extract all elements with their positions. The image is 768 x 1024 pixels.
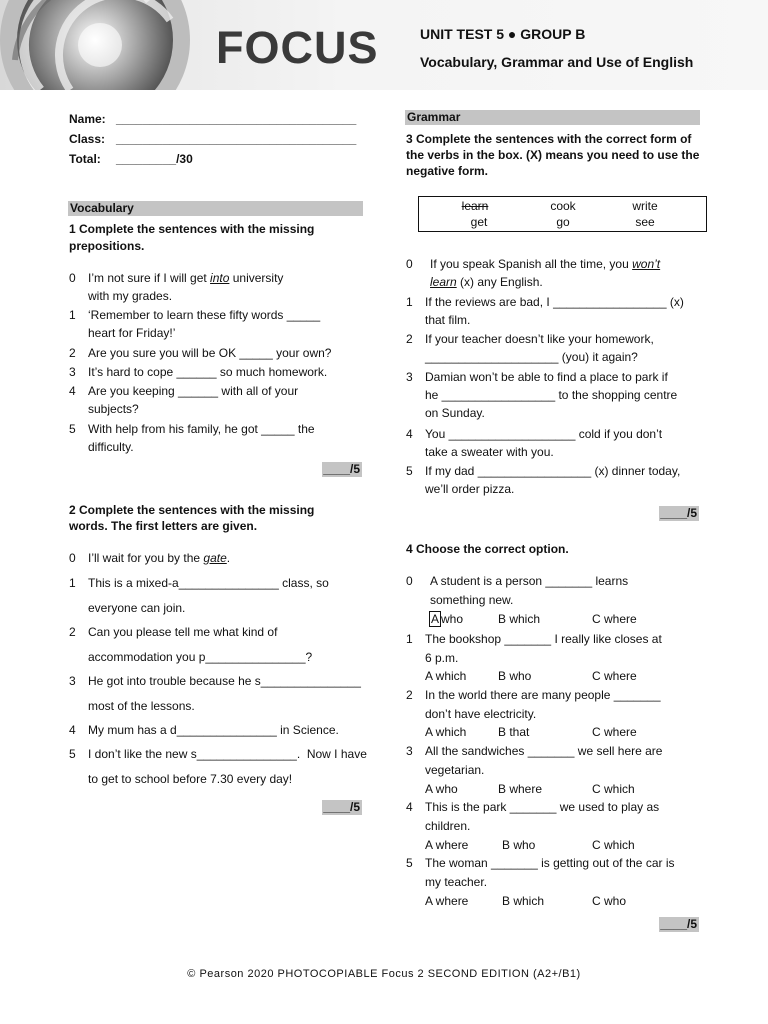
list-item[interactable]: 3 It’s hard to cope ______ so much homework. (69, 365, 328, 379)
option-c[interactable]: C where (592, 612, 637, 626)
list-item[interactable]: 4 Are you keeping ______ with all of your subjects? (69, 384, 299, 416)
class-field[interactable]: ____________________________________ (116, 132, 357, 146)
list-item[interactable]: 2 Can you please tell me what kind of accommodation you p_______________? (69, 625, 313, 664)
page-header (0, 0, 768, 90)
selected-option: A (431, 612, 440, 626)
list-item: 0 If you speak Spanish all the time, you won’t learn (x) any English. (406, 257, 661, 289)
option-a[interactable]: A who (425, 782, 458, 796)
list-item[interactable]: 4 My mum has a d_______________ in Science. (69, 723, 339, 737)
ex1-instruction: prepositions. (69, 239, 145, 253)
verb-box (418, 196, 707, 232)
option-b[interactable]: B which (498, 612, 541, 626)
test-subtitle: Vocabulary, Grammar and Use of English (420, 54, 694, 70)
verb-get: get (470, 215, 488, 229)
ex2-instruction: 2 Complete the sentences with the missing (69, 503, 315, 517)
list-item[interactable]: 4 You ___________________ cold if you don’t take a sweater with you. (406, 427, 663, 459)
verb-see: see (635, 215, 655, 229)
class-label: Class: (69, 132, 106, 146)
option-c[interactable]: C where (592, 725, 637, 739)
list-item[interactable]: 3 Damian won’t be able to find a place to park if he _________________ to the shopping centre on Sunday. (406, 370, 678, 420)
ex1-score[interactable]: ____/5 (323, 462, 360, 476)
option-c[interactable]: C who (592, 894, 627, 908)
list-item: 4 This is the park _______ we used to play as children. A where B who C which (406, 800, 660, 852)
list-item[interactable]: 2 If your teacher doesn’t like your homework, ____________________ (you) it again? (406, 332, 654, 364)
option-b[interactable]: B that (498, 725, 530, 739)
list-item: 0 I’ll wait for you by the gate. (69, 551, 231, 565)
option-b[interactable]: B who (502, 838, 536, 852)
ex2-instruction: words. The first letters are given. (69, 519, 258, 533)
name-label: Name: (69, 112, 106, 126)
ex3-instruction: 3 Complete the sentences with the correct form of (406, 132, 692, 146)
total-field[interactable]: _________/30 (116, 152, 193, 166)
option-c[interactable]: C where (592, 669, 637, 683)
ex3-instruction: the verbs in the box. (X) means you need to use the (406, 148, 700, 162)
list-item[interactable]: 5 I don’t like the new s_______________. Now I have to get to school before 7.30 every day! (69, 747, 367, 786)
list-item[interactable]: 3 He got into trouble because he s_______________ most of the lessons. (69, 674, 361, 713)
ex2-score[interactable]: ____/5 (323, 800, 360, 814)
option-a[interactable]: A which (425, 669, 467, 683)
option-c[interactable]: C which (592, 782, 635, 796)
verb-go: go (556, 215, 570, 229)
list-item: 3 All the sandwiches _______ we sell here are vegetarian. A who B where C which (406, 744, 663, 796)
list-item[interactable]: 5 If my dad _________________ (x) dinner today, we’ll order pizza. (406, 464, 681, 496)
option-a[interactable]: A where (425, 894, 469, 908)
option-a[interactable]: A which (425, 725, 467, 739)
list-item: 2 In the world there are many people _______ don’t have electricity. A which B that C where (406, 688, 661, 739)
option-a[interactable]: A where (425, 838, 469, 852)
ex3-instruction: negative form. (406, 164, 489, 178)
total-label: Total: (69, 152, 101, 166)
list-item[interactable]: 1 ‘Remember to learn these fifty words _____ heart for Friday!’ (69, 308, 321, 340)
option-b[interactable]: B where (498, 782, 543, 796)
option-c[interactable]: C which (592, 838, 635, 852)
ex4-instruction: 4 Choose the correct option. (406, 542, 569, 556)
list-item: 1 The bookshop _______ I really like closes at 6 p.m. A which B who C where (406, 632, 662, 683)
list-item[interactable]: 5 With help from his family, he got _____ the difficulty. (69, 422, 315, 454)
ex3-score[interactable]: ____/5 (660, 506, 697, 520)
logo-swirl-graphic (0, 0, 210, 90)
list-item: 5 The woman _______ is getting out of the car is my teacher. A where B which C who (406, 856, 675, 908)
test-title: UNIT TEST 5 ● GROUP B (420, 26, 586, 42)
list-item[interactable]: 1 This is a mixed-a_______________ class, so everyone can join. (69, 576, 329, 615)
list-item[interactable]: 1 If the reviews are bad, I _________________ (x) that film. (406, 295, 684, 327)
focus-logo: FOCUS (216, 22, 379, 73)
verb-learn: learn (461, 199, 489, 213)
list-item: 0 A student is a person _______ learns something new. A who B which C where (406, 574, 637, 626)
option-b[interactable]: B which (502, 894, 545, 908)
ex1-instruction: 1 Complete the sentences with the missing (69, 222, 315, 236)
verb-cook: cook (550, 199, 576, 213)
verb-write: write (632, 199, 658, 213)
list-item: 0 I’m not sure if I will get into university with my grades. (69, 271, 284, 303)
list-item[interactable]: 2 Are you sure you will be OK _____ your own? (69, 346, 332, 360)
name-field[interactable]: ____________________________________ (116, 112, 357, 126)
grammar-heading: Grammar (405, 110, 700, 125)
vocabulary-heading: Vocabulary (68, 201, 363, 216)
ex4-score[interactable]: ____/5 (660, 917, 697, 931)
option-b[interactable]: B who (498, 669, 532, 683)
footer-copyright: © Pearson 2020 PHOTOCOPIABLE Focus 2 SECOND EDITION (A2+/B1) (187, 968, 581, 980)
